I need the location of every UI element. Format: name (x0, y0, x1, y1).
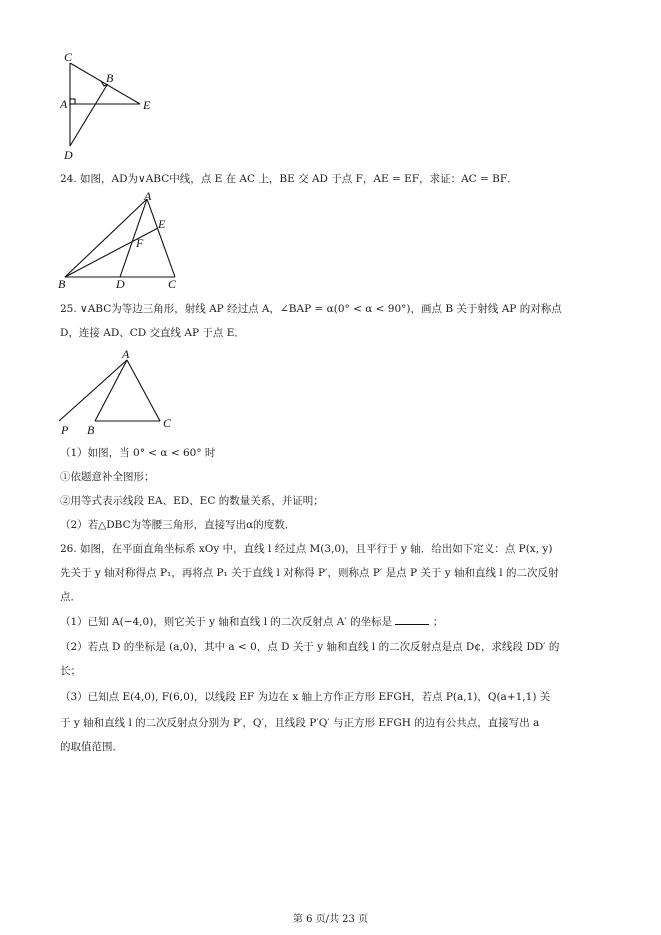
figure1-label-a: A (60, 97, 68, 111)
figure2-label-e: E (158, 217, 166, 231)
question-26-sub2-line2: 长； (60, 665, 81, 677)
question-26-sub1-end: ； (432, 616, 444, 628)
question-25-line2: D，连接 AD、CD 交直线 AP 于点 E． (60, 327, 245, 339)
question-25-item1: ①依题意补全图形； (60, 471, 155, 483)
figure2-label-f: F (136, 236, 144, 250)
question-26-sub1: （1）已知 A(−4,0)，则它关于 y 轴和直线 l 的二次反射点 A′ 的坐标是 (60, 616, 393, 628)
question-26-line1: 26. 如图，在平面直角坐标系 xOy 中，直线 l 经过点 M(3,0)，且平行于 y 轴．给出如下定义：点 P(x, y) (60, 543, 553, 555)
figure3-label-p: P (61, 423, 69, 437)
figure-2-median-diagram (55, 189, 185, 291)
figure3-label-a: A (122, 347, 130, 361)
answer-blank (395, 614, 429, 625)
figure1-label-d: D (64, 148, 73, 162)
question-25-sub2: （2）若△DBC为等腰三角形，直接写出α的度数． (60, 519, 296, 531)
figure3-label-c: C (163, 416, 172, 430)
question-25-item2: ②用等式表示线段 EA、ED、EC 的数量关系，并证明； (60, 495, 324, 507)
page-footer: 第 6 页/共 23 页 (292, 914, 369, 925)
figure1-label-c: C (64, 50, 73, 64)
question-26-sub2-line1: （2）若点 D 的坐标是 (a,0)，其中 a < 0，点 D 关于 y 轴和直线 l 的二次反射点是点 D¢，求线段 DD′ 的 (60, 641, 560, 653)
question-26-sub3-line1: （3）已知点 E(4,0), F(6,0)，以线段 EF 为边在 x 轴上方作正方形 EFGH，若点 P(a,1)，Q(a+1,1) 关 (60, 691, 551, 703)
segment-db (70, 85, 107, 146)
segment-be (65, 228, 158, 277)
figure1-label-b: B (106, 71, 114, 85)
question-26-line3: 点． (60, 591, 81, 603)
figure2-label-d: D (116, 277, 125, 291)
question-26-sub3-line2: 于 y 轴和直线 l 的二次反射点分别为 P′，Q′，且线段 P′Q′ 与正方形 EFGH 的边有公共点，直接写出 a (60, 717, 540, 729)
segment-ab (65, 199, 147, 277)
segment-ac (127, 360, 160, 421)
right-angle-mark-a (70, 99, 75, 104)
figure-1-right-angle-diagram (55, 48, 165, 163)
figure1-label-e: E (143, 98, 151, 112)
segment-ce (70, 63, 140, 104)
figure2-label-a: A (144, 189, 152, 203)
question-24-text: 24. 如图，AD为∨ABC中线，点 E 在 AC 上，BE 交 AD 于点 F，AE = EF，求证：AC = BF． (60, 173, 518, 185)
question-25-line1: 25. ∨ABC为等边三角形，射线 AP 经过点 A，∠BAP = α(0° < α < 90°)，画点 B 关于射线 AP 的对称点 (60, 303, 562, 315)
ray-ap (59, 360, 127, 421)
question-26-sub3-line3: 的取值范围． (60, 741, 123, 753)
segment-ab (95, 360, 127, 421)
question-25-sub1: （1）如图，当 0° < α < 60° 时 (60, 447, 216, 459)
figure3-label-b: B (87, 423, 95, 437)
question-26-line2: 先关于 y 轴对称得点 P₁，再将点 P₁ 关于直线 l 对称得 P′，则称点 P′ 是点 P 关于 y 轴和直线 l 的二次反射 (60, 567, 559, 579)
figure2-label-b: B (58, 277, 66, 291)
question-26-sub1-line (60, 614, 443, 629)
segment-ac (147, 199, 175, 277)
figure-3-equilateral-triangle (55, 345, 190, 437)
figure2-label-c: C (168, 277, 177, 291)
